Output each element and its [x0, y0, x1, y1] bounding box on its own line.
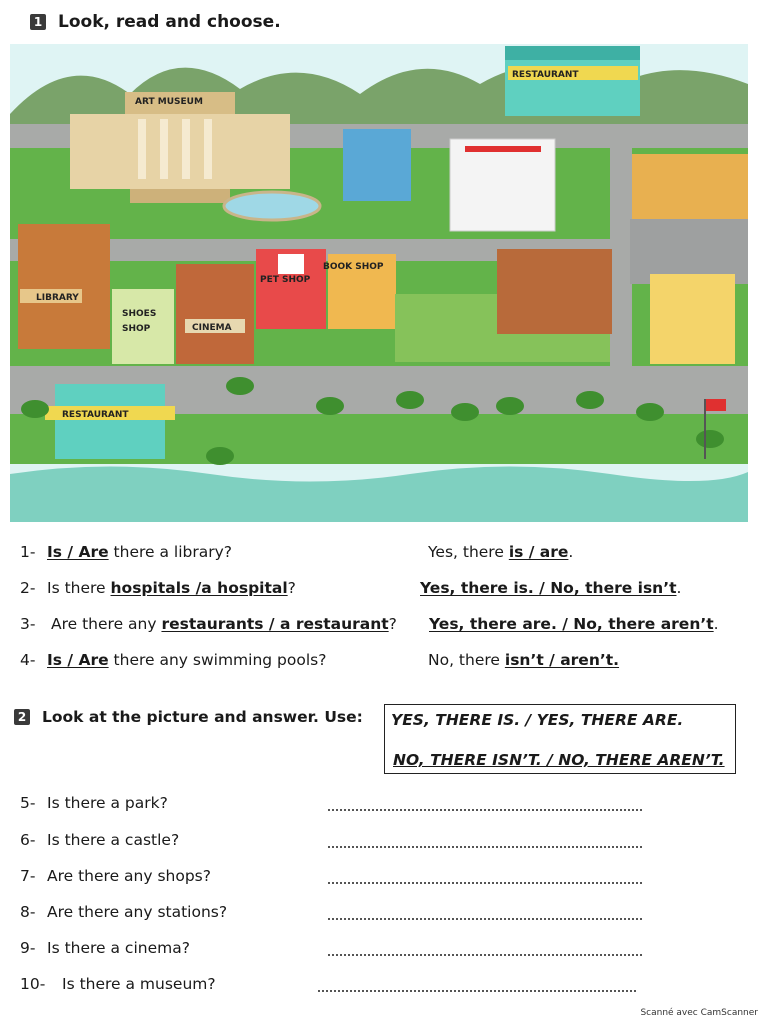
library-building: [18, 224, 110, 349]
cinema-label: CINEMA: [192, 323, 232, 333]
section1-number: 1: [30, 14, 46, 30]
answer-text: Yes, there are. / No, there aren’t.: [429, 615, 719, 633]
s2-question-8: [0, 903, 768, 927]
s2-question-7: [0, 867, 768, 891]
s2-question-5: [0, 794, 768, 818]
s1-question-4: [0, 651, 768, 675]
question-text: Is there a park?: [47, 794, 168, 812]
answer-choice[interactable]: isn’t / aren’t.: [504, 651, 620, 669]
question-number: 1-: [20, 543, 36, 561]
question-number: 2-: [20, 579, 36, 597]
library-label: LIBRARY: [36, 293, 79, 303]
restaurant-bottom-building: [55, 384, 165, 459]
section2-title: Look at the picture and answer. Use:: [42, 708, 363, 726]
answer-blank[interactable]: [328, 882, 642, 884]
question-number: 7-: [20, 867, 36, 885]
art-museum-label: ART MUSEUM: [135, 97, 203, 107]
question-number: 10-: [20, 975, 46, 993]
section2-number: 2: [14, 709, 30, 725]
pet-shop-label: PET SHOP: [260, 275, 311, 285]
restaurant-bottom-label: RESTAURANT: [62, 410, 129, 420]
question-number: 4-: [20, 651, 36, 669]
question-text: Are there any stations?: [47, 903, 228, 921]
s1-question-3: [0, 615, 768, 639]
question-text: Is there a cinema?: [47, 939, 190, 957]
question-text: Is there hospitals /a hospital?: [47, 579, 296, 597]
question-text: Is / Are there any swimming pools?: [47, 651, 327, 669]
question-text: Is there a museum?: [62, 975, 216, 993]
question-number: 9-: [20, 939, 36, 957]
question-number: 6-: [20, 831, 36, 849]
answer-blank[interactable]: [328, 918, 642, 920]
s1-question-2: [0, 579, 768, 603]
answer-blank[interactable]: [328, 846, 642, 848]
cinema-building: [176, 264, 254, 364]
question-text: Is / Are there a library?: [47, 543, 232, 561]
question-text: Are there any shops?: [47, 867, 211, 885]
s2-question-10: [0, 975, 768, 999]
choice-option[interactable]: restaurants / a restaurant: [161, 615, 389, 633]
choice-option[interactable]: Is / Are: [47, 543, 109, 561]
shoes-shop-label-1: SHOES: [122, 309, 157, 319]
question-number: 5-: [20, 794, 36, 812]
s2-question-6: [0, 831, 768, 855]
answer-blank[interactable]: [328, 809, 642, 811]
question-text: Is there a castle?: [47, 831, 180, 849]
scanner-watermark: Scanné avec CamScanner: [640, 1008, 758, 1018]
section1-title: Look, read and choose.: [58, 12, 281, 32]
choice-option[interactable]: Is / Are: [47, 651, 109, 669]
answer-text: No, there isn’t / aren’t.: [428, 651, 620, 669]
answer-text: Yes, there is / are.: [428, 543, 574, 561]
answer-blank[interactable]: [328, 954, 642, 956]
answer-options-line-1: YES, THERE IS. / YES, THERE ARE.: [391, 711, 684, 729]
answer-text: Yes, there is. / No, there isn’t.: [420, 579, 682, 597]
answer-options-box: [384, 704, 736, 774]
question-number: 8-: [20, 903, 36, 921]
choice-option[interactable]: hospitals /a hospital: [110, 579, 288, 597]
answer-choice[interactable]: Yes, there are. / No, there aren’t: [429, 615, 714, 633]
hospital-building: [450, 139, 555, 231]
town-illustration: [10, 44, 748, 522]
answer-options-line-2: NO, THERE ISN’T. / NO, THERE AREN’T.: [393, 751, 725, 769]
restaurant-top-label: RESTAURANT: [512, 70, 579, 80]
question-text: Are there any restaurants / a restaurant?: [51, 615, 397, 633]
shoes-shop-label-2: SHOP: [122, 324, 151, 334]
answer-choice[interactable]: is / are: [508, 543, 569, 561]
art-museum-building: [70, 114, 290, 189]
s1-question-1: [0, 543, 768, 567]
s2-question-9: [0, 939, 768, 963]
answer-choice[interactable]: Yes, there is. / No, there isn’t: [420, 579, 677, 597]
question-number: 3-: [20, 615, 36, 633]
section1-header: [30, 12, 281, 32]
answer-blank[interactable]: [318, 990, 636, 992]
book-shop-label: BOOK SHOP: [323, 262, 384, 272]
section2-header: [14, 708, 363, 726]
